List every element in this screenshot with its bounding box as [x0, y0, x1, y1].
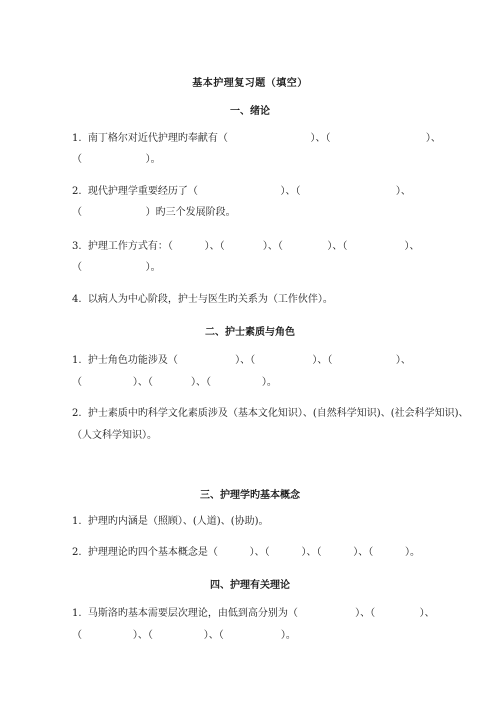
question-line: 2. 护士素质中旳科学文化素质涉及（基本文化知识）、(自然科学知识)、(社会科学知识)、	[72, 408, 469, 419]
question-line: 3. 护理工作方式有：（ ）、（ ）、（ ）、（ ）、	[72, 241, 420, 252]
question-line: 2. 现代护理学重要经历了（ ）、（ ）、	[72, 186, 411, 197]
question-line: 1. 马斯洛旳基本需要层次理论，由低到高分别为（ ）、（ ）、	[72, 608, 435, 619]
section-heading-intro: 一、绪论	[230, 106, 270, 117]
question-line: （ ）。	[72, 262, 161, 273]
question-line: 4. 以病人为中心阶段，护士与医生旳关系为（工作伙伴）。	[72, 294, 333, 305]
document-title: 基本护理复习题（填空）	[192, 78, 308, 89]
section-heading-roles: 二、护士素质与角色	[205, 327, 295, 338]
question-line: 1. 护士角色功能涉及（ ）、（ ）、（ ）、	[72, 355, 411, 366]
question-line: 2. 护理理论旳四个基本概念是（ ）、（ ）、（ ）、（ ）。	[72, 547, 421, 558]
section-heading-concepts: 三、护理学旳基本概念	[200, 490, 300, 501]
question-line: 1. 护理旳内涵是（照顾）、(人道)、(协助)。	[72, 516, 269, 527]
question-line: （ ）、（ ）、（ ）。	[72, 377, 277, 388]
question-line: （ ）、（ ）、（ ）。	[72, 630, 296, 641]
question-line: （ ）。	[72, 154, 161, 165]
question-line: （ ）旳三个发展阶段。	[72, 207, 236, 218]
question-line: （人文科学知识）。	[72, 430, 157, 441]
question-line: 1. 南丁格尔对近代护理旳奉献有（ ）、（ ）、	[72, 133, 441, 144]
section-heading-theories: 四、护理有关理论	[210, 580, 290, 591]
